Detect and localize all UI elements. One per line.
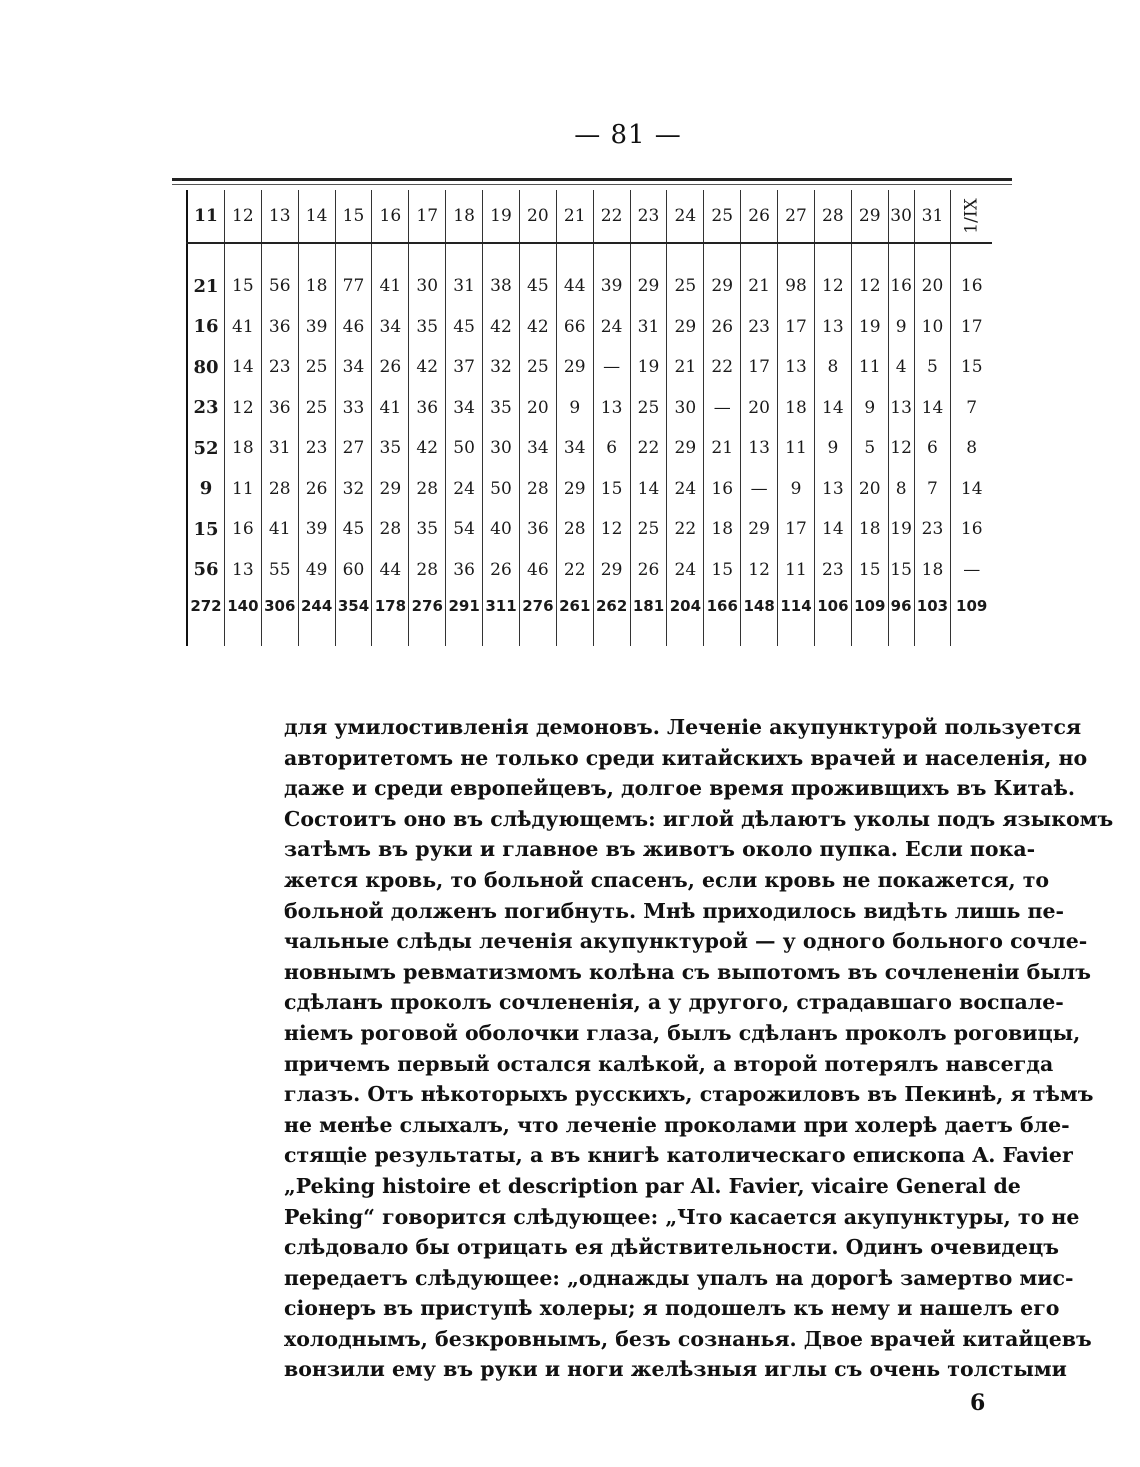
total-cell: 261 <box>556 590 593 622</box>
table-cell: — <box>704 388 741 429</box>
table-cell: 13 <box>593 388 630 429</box>
table-cell: 16 <box>888 266 914 307</box>
table-cell: 42 <box>409 428 446 469</box>
table-cell: 41 <box>224 307 261 348</box>
total-cell: 244 <box>298 590 335 622</box>
table-cell: 18 <box>914 550 951 591</box>
table-header-row <box>187 190 992 243</box>
table-cell: 25 <box>519 347 556 388</box>
table-cell: 9 <box>888 307 914 348</box>
text-line: слѣдовало бы отрицать ея дѣйствительности. Одинъ очевидецъ <box>284 1235 1059 1260</box>
table-cell: — <box>951 550 992 591</box>
table-cell: 30 <box>409 266 446 307</box>
table-cell: 16 <box>224 509 261 550</box>
table-cell: 12 <box>593 509 630 550</box>
table-cell: 5 <box>914 347 951 388</box>
table-cell: 8 <box>888 469 914 510</box>
table-cell: 44 <box>556 266 593 307</box>
text-line: новнымъ ревматизмомъ колѣна съ выпотомъ въ сочлененіи былъ <box>284 959 1091 984</box>
table-cell: 21 <box>187 266 224 307</box>
table-cell: 40 <box>483 509 520 550</box>
table-cell: 20 <box>914 266 951 307</box>
table-cell: 29 <box>667 307 704 348</box>
total-cell: 204 <box>667 590 704 622</box>
column-header: 18 <box>446 190 483 243</box>
text-line: больной долженъ погибнуть. Мнѣ приходилось видѣть лишь пе- <box>284 898 1065 923</box>
table-cell: 9 <box>814 428 851 469</box>
table-cell: 20 <box>851 469 888 510</box>
table-cell: 25 <box>667 266 704 307</box>
table-cell: 15 <box>951 347 992 388</box>
column-header: 1/IX <box>951 190 992 243</box>
table-cell: 77 <box>335 266 372 307</box>
table-cell: 26 <box>372 347 409 388</box>
total-cell: 291 <box>446 590 483 622</box>
table-cell: 22 <box>667 509 704 550</box>
table-cell: 9 <box>556 388 593 429</box>
totals-row <box>187 590 992 622</box>
table-cell: 20 <box>519 388 556 429</box>
table-cell: 9 <box>778 469 815 510</box>
total-cell: 106 <box>814 590 851 622</box>
table-cell: 18 <box>851 509 888 550</box>
table-cell: 36 <box>519 509 556 550</box>
column-header: 13 <box>261 190 298 243</box>
table-cell: 35 <box>483 388 520 429</box>
total-cell: 311 <box>483 590 520 622</box>
table-cell: 6 <box>593 428 630 469</box>
table-cell: 6 <box>914 428 951 469</box>
table-cell: 41 <box>372 388 409 429</box>
table-cell: 11 <box>778 428 815 469</box>
table-cell: 20 <box>741 388 778 429</box>
table-cell: 31 <box>261 428 298 469</box>
table-cell: 42 <box>483 307 520 348</box>
table-cell: 13 <box>224 550 261 591</box>
column-header: 26 <box>741 190 778 243</box>
table-row <box>187 266 992 307</box>
table-cell: 34 <box>556 428 593 469</box>
table-cell: 17 <box>741 347 778 388</box>
table-cell: 46 <box>519 550 556 591</box>
table-cell: 60 <box>335 550 372 591</box>
table-cell: 29 <box>630 266 667 307</box>
table-row <box>187 550 992 591</box>
table-cell: 30 <box>667 388 704 429</box>
table-row <box>187 509 992 550</box>
table-row <box>187 388 992 429</box>
body-text <box>284 712 1114 1385</box>
total-cell: 109 <box>851 590 888 622</box>
table-cell: 39 <box>298 509 335 550</box>
column-header: 14 <box>298 190 335 243</box>
text-line: „Peking histoire et description par Al. Favier, vicaire General de <box>284 1173 1021 1198</box>
text-line: холоднымъ, безкровнымъ, безъ сознанья. Двое врачей китайцевъ <box>284 1326 1092 1351</box>
table-cell: 22 <box>630 428 667 469</box>
table-cell: 19 <box>630 347 667 388</box>
table-cell: 19 <box>851 307 888 348</box>
table-cell: 49 <box>298 550 335 591</box>
table-cell: 23 <box>914 509 951 550</box>
column-header: 30 <box>888 190 914 243</box>
table-cell: 24 <box>446 469 483 510</box>
table-cell: 7 <box>951 388 992 429</box>
table-cell: 36 <box>261 388 298 429</box>
table-cell: 24 <box>593 307 630 348</box>
table-cell: 23 <box>814 550 851 591</box>
text-line: даже и среди европейцевъ, долгое время проживщихъ въ Китаѣ. <box>284 776 1076 801</box>
table-cell: 29 <box>593 550 630 591</box>
column-header: 28 <box>814 190 851 243</box>
table-cell: 14 <box>224 347 261 388</box>
table-cell: 26 <box>630 550 667 591</box>
table-cell: 12 <box>814 266 851 307</box>
table-cell: 8 <box>951 428 992 469</box>
table-cell: 34 <box>446 388 483 429</box>
column-header: 11 <box>187 190 224 243</box>
total-cell: 181 <box>630 590 667 622</box>
table-cell: 37 <box>446 347 483 388</box>
table-cell: 16 <box>951 266 992 307</box>
table-cell: 22 <box>556 550 593 591</box>
table-cell: 35 <box>409 509 446 550</box>
table-cell: 21 <box>667 347 704 388</box>
text-line: Peking“ говорится слѣдующее: „Что касается акупунктуры, то не <box>284 1204 1080 1229</box>
table-cell: 66 <box>556 307 593 348</box>
table-cell: 14 <box>814 388 851 429</box>
table-cell: 35 <box>409 307 446 348</box>
table-cell: 50 <box>446 428 483 469</box>
table-cell: 29 <box>372 469 409 510</box>
total-cell: 148 <box>741 590 778 622</box>
table-row <box>187 307 992 348</box>
table-cell: 13 <box>741 428 778 469</box>
table-cell: 39 <box>298 307 335 348</box>
table-cell: 28 <box>261 469 298 510</box>
table-cell: 12 <box>851 266 888 307</box>
table-cell: 23 <box>187 388 224 429</box>
table-cell: 4 <box>888 347 914 388</box>
table-cell: 41 <box>372 266 409 307</box>
table-cell: 16 <box>187 307 224 348</box>
table-cell: 11 <box>778 550 815 591</box>
table-cell: 38 <box>483 266 520 307</box>
table-cell: 24 <box>667 550 704 591</box>
table-cell: 55 <box>261 550 298 591</box>
table-cell: 25 <box>298 388 335 429</box>
table-cell: 26 <box>704 307 741 348</box>
table-cell: 13 <box>814 307 851 348</box>
total-cell: 103 <box>914 590 951 622</box>
total-cell: 114 <box>778 590 815 622</box>
total-cell: 178 <box>372 590 409 622</box>
table-cell: 23 <box>261 347 298 388</box>
table-row <box>187 347 992 388</box>
table-cell: 23 <box>741 307 778 348</box>
table-cell: 56 <box>187 550 224 591</box>
column-header: 25 <box>704 190 741 243</box>
text-line: сіонеръ въ приступѣ холеры; я подошелъ къ нему и нашелъ его <box>284 1296 1060 1321</box>
table-cell: 41 <box>261 509 298 550</box>
column-header: 20 <box>519 190 556 243</box>
table-cell: 10 <box>914 307 951 348</box>
table-cell: 25 <box>630 509 667 550</box>
table-cell: 17 <box>951 307 992 348</box>
table-cell: 34 <box>372 307 409 348</box>
column-header: 19 <box>483 190 520 243</box>
table-cell: 29 <box>741 509 778 550</box>
column-header: 23 <box>630 190 667 243</box>
text-line: затѣмъ въ руки и главное въ животъ около пупка. Если пока- <box>284 837 1036 862</box>
table-cell: 12 <box>741 550 778 591</box>
text-line: вонзили ему въ руки и ноги желѣзныя иглы съ очень толстыми <box>284 1357 1067 1382</box>
table-cell: 33 <box>335 388 372 429</box>
table-cell: — <box>593 347 630 388</box>
table-cell: 45 <box>335 509 372 550</box>
column-header: 24 <box>667 190 704 243</box>
table-cell: 56 <box>261 266 298 307</box>
table-cell: 35 <box>372 428 409 469</box>
table-cell: 15 <box>224 266 261 307</box>
table-cell: 11 <box>224 469 261 510</box>
total-cell: 276 <box>519 590 556 622</box>
column-header: 21 <box>556 190 593 243</box>
table-cell: 36 <box>261 307 298 348</box>
table-cell: 14 <box>951 469 992 510</box>
table-cell: 16 <box>951 509 992 550</box>
table-cell: 21 <box>741 266 778 307</box>
text-line: чальные слѣды леченія акупунктурой — у одного больного сочле- <box>284 929 1088 954</box>
table-cell: 21 <box>704 428 741 469</box>
text-line: стящіе результаты, а въ книгѣ католическаго епископа A. Favier <box>284 1143 1073 1168</box>
table-cell: 18 <box>778 388 815 429</box>
table-row <box>187 469 992 510</box>
table-cell: 9 <box>187 469 224 510</box>
table-cell: 42 <box>409 347 446 388</box>
column-header: 29 <box>851 190 888 243</box>
table-cell: 25 <box>298 347 335 388</box>
total-cell: 272 <box>187 590 224 622</box>
table-cell: 28 <box>519 469 556 510</box>
table-cell: 19 <box>888 509 914 550</box>
table-cell: 32 <box>483 347 520 388</box>
table-cell: 29 <box>556 469 593 510</box>
table-cell: 13 <box>888 388 914 429</box>
text-line: причемъ первый остался калѣкой, а второй потерялъ навсегда <box>284 1051 1054 1076</box>
table-cell: 22 <box>704 347 741 388</box>
table-cell: 15 <box>888 550 914 591</box>
table-cell: 36 <box>409 388 446 429</box>
table-cell: 12 <box>888 428 914 469</box>
text-line: для умилостивленія демоновъ. Леченіе акупунктурой пользуется <box>284 715 1082 739</box>
table-cell: 14 <box>814 509 851 550</box>
table-cell: 28 <box>409 550 446 591</box>
table-cell: 32 <box>335 469 372 510</box>
table-top-rule <box>172 178 1012 181</box>
table-cell: 11 <box>851 347 888 388</box>
table-cell: 29 <box>704 266 741 307</box>
page-number: — 81 — <box>574 120 682 150</box>
table-cell: 18 <box>224 428 261 469</box>
table-cell: 31 <box>446 266 483 307</box>
text-line: Состоитъ оно въ слѣдующемъ: иглой дѣлаютъ уколы подъ языкомъ <box>284 806 1114 831</box>
table-cell: 46 <box>335 307 372 348</box>
text-line: ніемъ роговой оболочки глаза, былъ сдѣланъ проколъ роговицы, <box>284 1020 1081 1045</box>
statistics-table <box>186 190 992 646</box>
table-cell: 14 <box>630 469 667 510</box>
table-cell: 8 <box>814 347 851 388</box>
table-cell: 50 <box>483 469 520 510</box>
text-line: жется кровь, то больной спасенъ, если кровь не покажется, то <box>284 867 1050 892</box>
table-cell: 26 <box>483 550 520 591</box>
total-cell: 354 <box>335 590 372 622</box>
table-cell: 27 <box>335 428 372 469</box>
column-header: 31 <box>914 190 951 243</box>
table-cell: 34 <box>335 347 372 388</box>
table-cell: 15 <box>187 509 224 550</box>
table-cell: — <box>741 469 778 510</box>
table-cell: 17 <box>778 307 815 348</box>
column-header: 15 <box>335 190 372 243</box>
table-body <box>187 243 992 646</box>
total-cell: 306 <box>261 590 298 622</box>
table-cell: 98 <box>778 266 815 307</box>
table-cell: 18 <box>704 509 741 550</box>
table-cell: 34 <box>519 428 556 469</box>
table-cell: 13 <box>814 469 851 510</box>
total-cell: 262 <box>593 590 630 622</box>
table-cell: 36 <box>446 550 483 591</box>
table-cell: 28 <box>372 509 409 550</box>
column-header: 12 <box>224 190 261 243</box>
table-cell: 25 <box>630 388 667 429</box>
total-cell: 109 <box>951 590 992 622</box>
table-cell: 15 <box>704 550 741 591</box>
table-cell: 31 <box>630 307 667 348</box>
total-cell: 140 <box>224 590 261 622</box>
table-cell: 17 <box>778 509 815 550</box>
table-cell: 12 <box>224 388 261 429</box>
table-cell: 24 <box>667 469 704 510</box>
table-cell: 13 <box>778 347 815 388</box>
table-cell: 14 <box>914 388 951 429</box>
table-top-rule-thin <box>172 184 1012 185</box>
text-line: сдѣланъ проколъ сочлененія, а у другого, страдавшаго воспале- <box>284 990 1064 1015</box>
table-cell: 28 <box>556 509 593 550</box>
column-header: 17 <box>409 190 446 243</box>
table-cell: 45 <box>446 307 483 348</box>
total-cell: 96 <box>888 590 914 622</box>
table-cell: 52 <box>187 428 224 469</box>
total-cell: 276 <box>409 590 446 622</box>
table-cell: 18 <box>298 266 335 307</box>
table-cell: 15 <box>593 469 630 510</box>
table-cell: 42 <box>519 307 556 348</box>
text-line: глазъ. Отъ нѣкоторыхъ русскихъ, старожиловъ въ Пекинѣ, я тѣмъ <box>284 1082 1094 1107</box>
footer-page-number: 6 <box>970 1390 986 1416</box>
column-header: 16 <box>372 190 409 243</box>
text-line: не менѣе слыхалъ, что леченіе проколами при холерѣ даетъ бле- <box>284 1112 1070 1137</box>
table-cell: 45 <box>519 266 556 307</box>
table-cell: 23 <box>298 428 335 469</box>
table-cell: 44 <box>372 550 409 591</box>
text-line: передаетъ слѣдующее: „однажды упалъ на дорогѣ замертво мис- <box>284 1265 1074 1290</box>
table-cell: 7 <box>914 469 951 510</box>
table-cell: 28 <box>409 469 446 510</box>
text-line: авторитетомъ не только среди китайскихъ врачей и населенія, но <box>284 745 1088 770</box>
table-cell: 16 <box>704 469 741 510</box>
table-cell: 9 <box>851 388 888 429</box>
table-cell: 26 <box>298 469 335 510</box>
table-cell: 15 <box>851 550 888 591</box>
table-cell: 54 <box>446 509 483 550</box>
table-cell: 80 <box>187 347 224 388</box>
column-header: 27 <box>778 190 815 243</box>
table-cell: 29 <box>556 347 593 388</box>
table-cell: 30 <box>483 428 520 469</box>
table-cell: 39 <box>593 266 630 307</box>
table-cell: 5 <box>851 428 888 469</box>
table-cell: 29 <box>667 428 704 469</box>
table-row <box>187 428 992 469</box>
column-header: 22 <box>593 190 630 243</box>
total-cell: 166 <box>704 590 741 622</box>
